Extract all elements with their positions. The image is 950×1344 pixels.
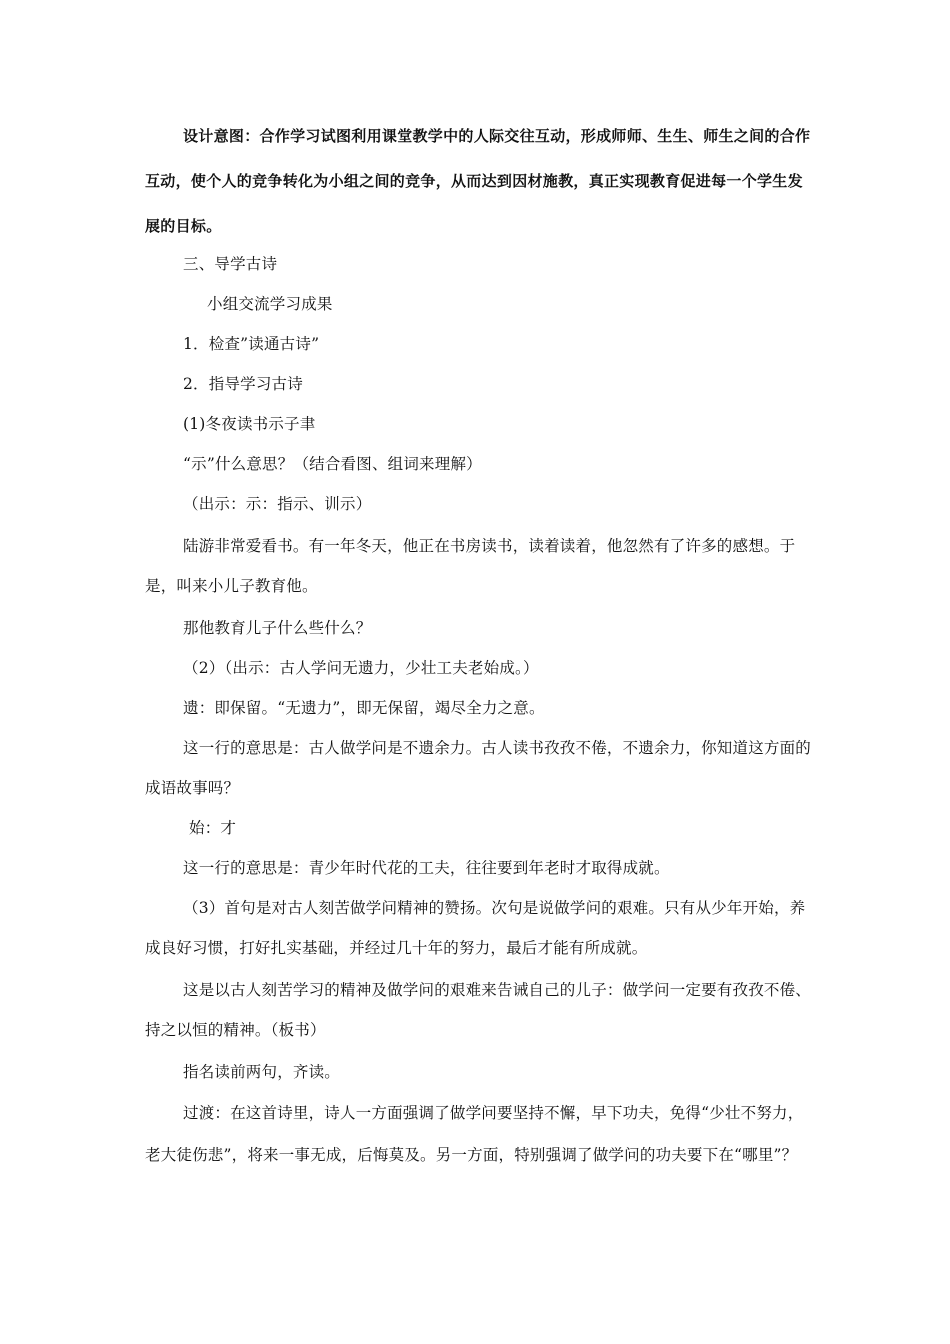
question-teach: 那他教育儿子什么些什么？ — [183, 619, 372, 637]
yi-meaning: 遗：即保留。“无遗力”，即无保留，竭尽全力之意。 — [183, 699, 545, 717]
line1-meaning-paragraph: 这一行的意思是：古人做学问是不遗余力。古人读书孜孜不倦，不遗余力，你知道这方面的成语故事吗？ — [145, 739, 812, 797]
lu-you-paragraph: 陆游非常爱看书。有一年冬天，他正在书房读书，读着读着，他忽然有了许多的感想。于是，叫来小儿子教育他。 — [145, 537, 796, 595]
list-item-1: 1．检查”读通古诗” — [183, 335, 320, 353]
list-item-2: 2．指导学习古诗 — [183, 375, 303, 393]
section-heading: 三、导学古诗 — [183, 255, 278, 273]
design-intent-paragraph: 设计意图：合作学习试图利用课堂教学中的人际交往互动，形成师师、生生、师生之间的合作互动，使个人的竞争转化为小组之间的竞争，从而达到因材施教，真正实现教育促进每一个学生发展的目标。 — [145, 127, 811, 235]
question-shi: “示”什么意思？（结合看图、组词来理解） — [183, 455, 482, 473]
item3-paragraph: （3）首句是对古人刻苦做学问精神的赞扬。次句是说做学问的艰难。只有从少年开始，养成良好习惯，打好扎实基础，并经过几十年的努力，最后才能有所成就。 — [145, 899, 806, 957]
transition-paragraph: 过渡：在这首诗里，诗人一方面强调了做学问要坚持不懈，早下功夫，免得“少壮不努力，老大徒伤悲”，将来一事无成，后悔莫及。另一方面，特别强调了做学问的功夫要下在“哪里”？ — [145, 1104, 804, 1164]
shi-meaning: 始：才 — [189, 819, 237, 837]
list-item-2-1: (1)冬夜读书示子聿 — [183, 415, 316, 433]
subheading: 小组交流学习成果 — [207, 295, 333, 313]
read-aloud: 指名读前两句，齐读。 — [183, 1063, 341, 1081]
line2-meaning: 这一行的意思是：青少年时代花的工夫，往往要到年老时才取得成就。 — [183, 859, 670, 877]
show-shi: （出示：示：指示、训示） — [183, 495, 372, 513]
summary-paragraph: 这是以古人刻苦学习的精神及做学问的艰难来告诫自己的儿子：做学问一定要有孜孜不倦、持之以恒的精神。（板书） — [145, 981, 812, 1039]
show-poem: （2）（出示：古人学问无遗力，少壮工夫老始成。） — [183, 659, 539, 677]
